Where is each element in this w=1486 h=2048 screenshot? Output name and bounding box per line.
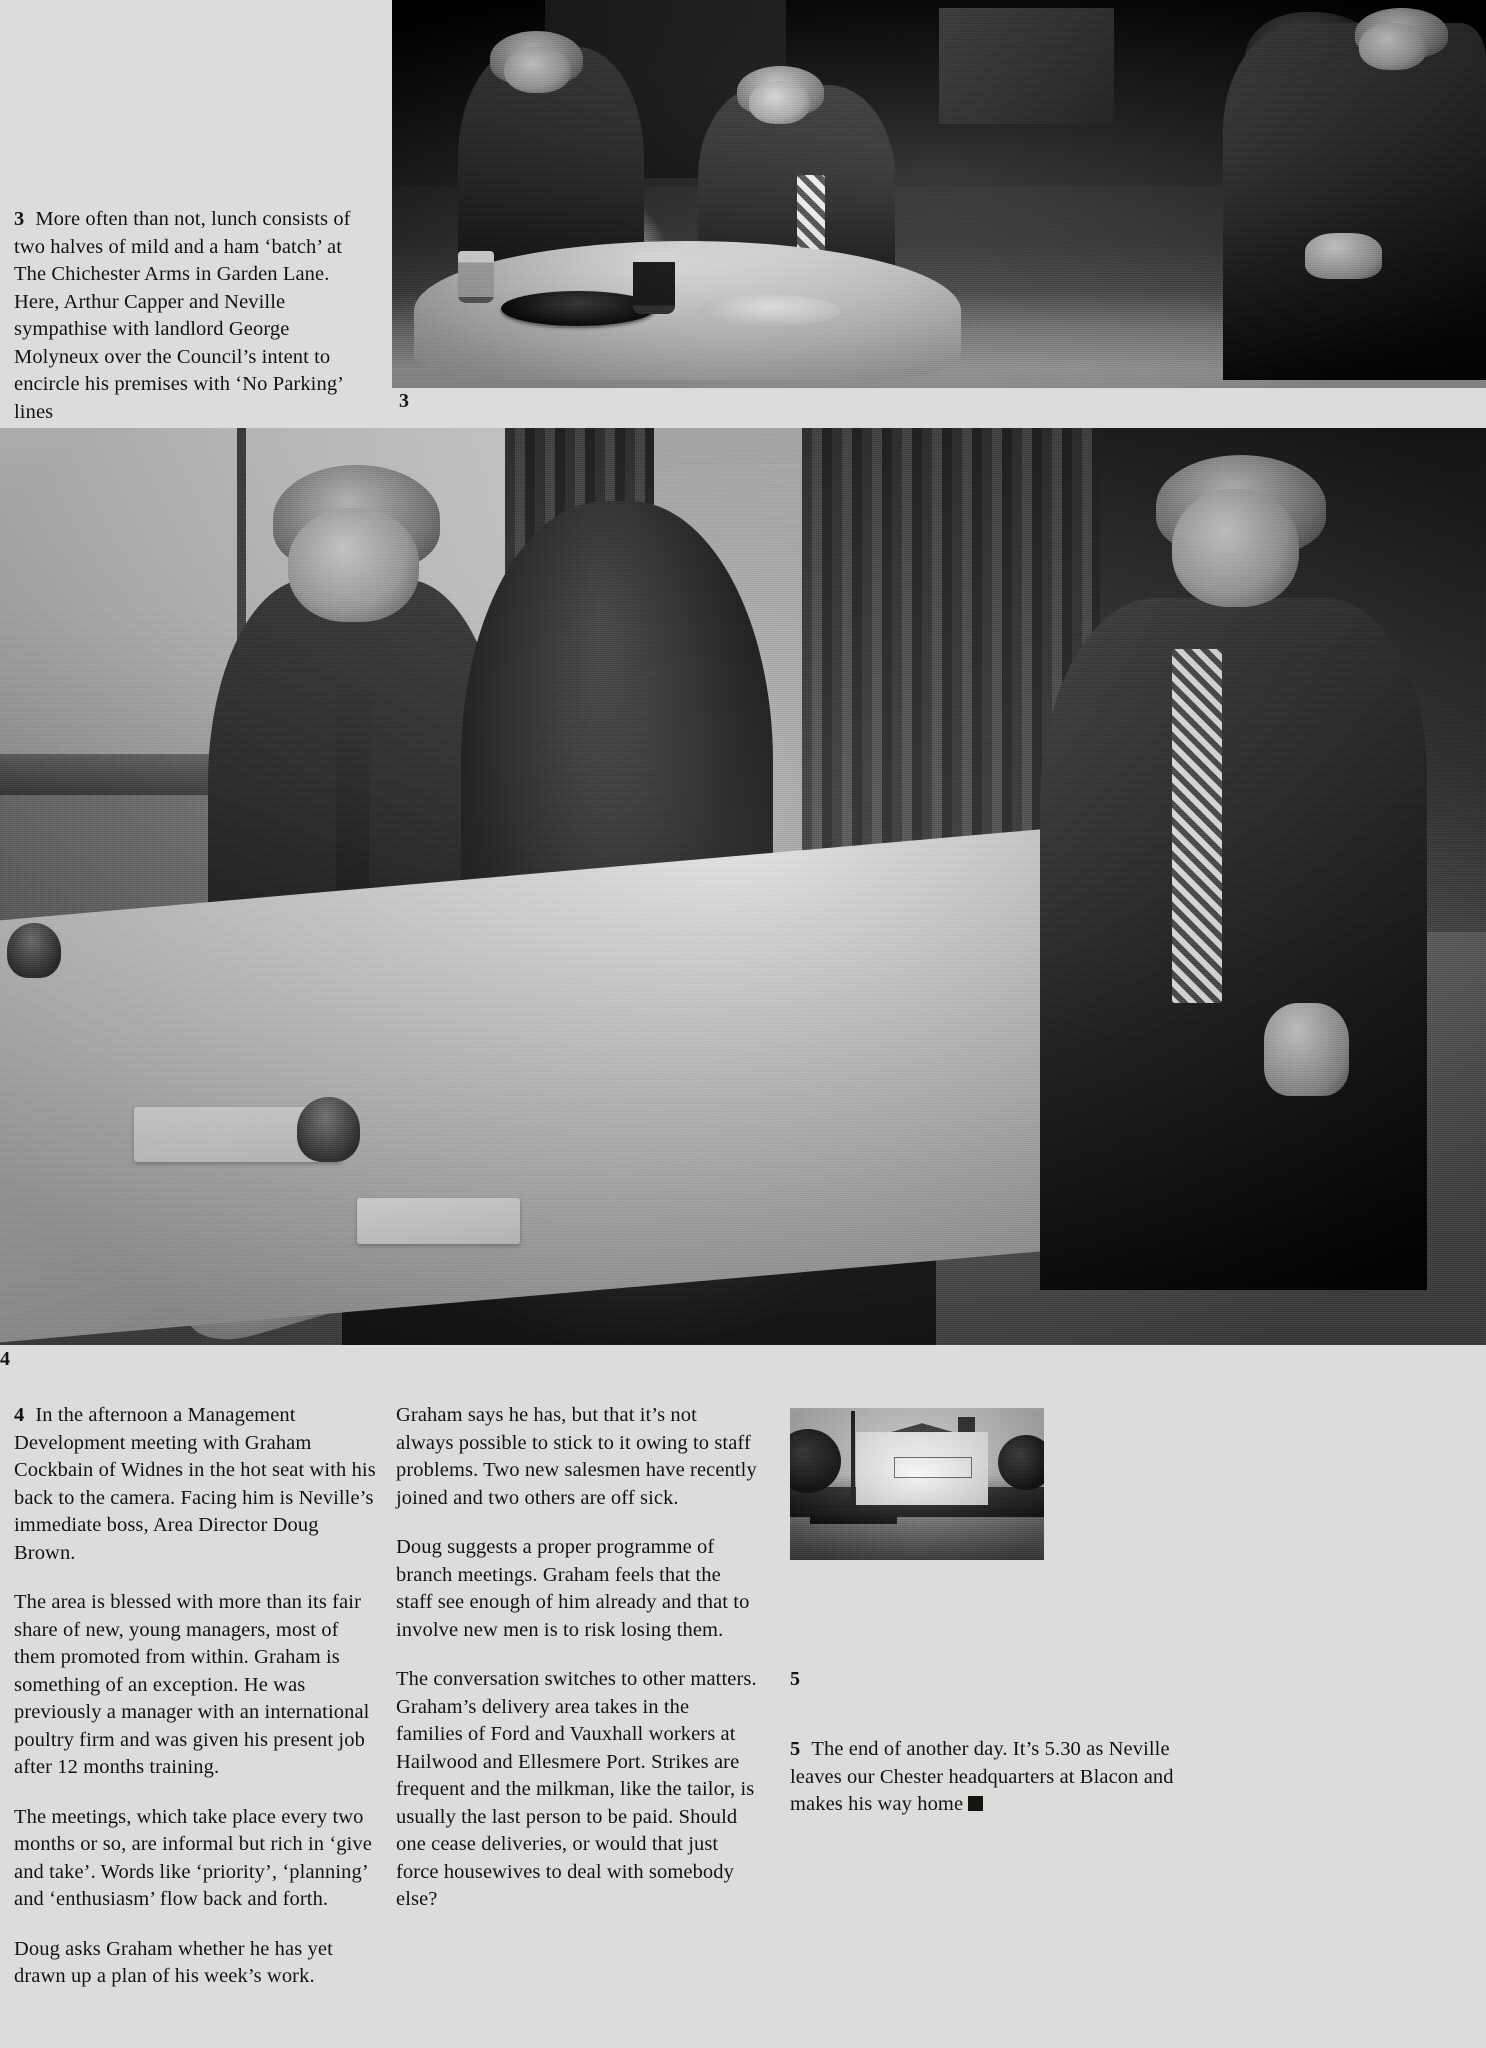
right-man-head	[1172, 489, 1299, 607]
person-doug-brown-right	[1040, 446, 1426, 1290]
person-middle-tie	[797, 175, 825, 253]
pub-ashtray	[501, 291, 654, 326]
person-right-body	[1223, 23, 1486, 380]
body-column-left	[14, 1402, 376, 1991]
photo5-tree-right	[998, 1435, 1044, 1490]
paragraph-left-1-number: 4	[14, 1404, 25, 1426]
figure-number-4: 4	[0, 1348, 10, 1370]
figure-number-5: 5	[790, 1668, 800, 1690]
pub-table	[414, 241, 961, 381]
caption-3-number: 3	[14, 208, 25, 230]
pub-plate	[698, 295, 840, 326]
right-man-hand	[1264, 1003, 1349, 1096]
caption-3-text: More often than not, lunch consists of two halves of mild and a ham ‘batch’ at The Chichester Arms in Garden Lane. Here, Arthur Capper and Neville sympathise with landlord George Molyneux over the Council’s intent to encircle his premises with ‘No Parking’ lines	[14, 208, 351, 423]
paragraph-left-4: Doug asks Graham whether he has yet drawn up a plan of his week’s work.	[14, 1937, 333, 1987]
person-right-hand	[1305, 233, 1382, 280]
right-man-suit	[1040, 598, 1426, 1290]
body-column-middle	[396, 1402, 758, 1914]
pub-glass-right	[633, 252, 675, 314]
person-left-head	[504, 47, 572, 94]
caption-figure-5	[790, 1736, 1178, 1819]
pub-window	[939, 8, 1114, 124]
pub-lunch-photo	[392, 0, 1486, 388]
caption-figure-3	[14, 206, 374, 426]
paragraph-mid-2: Doug suggests a proper programme of branch meetings. Graham feels that the staff see enough of him already and that to involve new men is to risk losing them.	[396, 1536, 750, 1641]
paragraph-mid-3: The conversation switches to other matters. Graham’s delivery area takes in the families of Ford and Vauxhall workers at Hailwood and Ellesmere Port. Strikes are frequent and the milkman, like the tailor, is usually the last person to be paid. Should one cease deliveries, or would that just force housewives to deal with somebody else?	[396, 1668, 757, 1910]
paragraph-left-1	[14, 1402, 376, 1567]
figure-number-3: 3	[399, 390, 409, 412]
end-of-article-marker	[968, 1796, 983, 1811]
dairy-house-photo	[790, 1408, 1044, 1560]
photo5-road	[790, 1524, 1044, 1560]
photo5-dairy-sign	[894, 1457, 972, 1479]
right-man-patterned-tie	[1172, 649, 1222, 1003]
table-cup	[7, 923, 60, 978]
caption-5-text: The end of another day. It’s 5.30 as Neville leaves our Chester headquarters at Blacon and makes his way home	[790, 1738, 1174, 1815]
person-middle-head	[749, 81, 810, 124]
paragraph-left-3: The meetings, which take place every two months or so, are informal but rich in ‘give and take’. Words like ‘priority’, ‘planning’ and ‘enthusiasm’ flow back and forth.	[14, 1805, 372, 1910]
paragraph-left-1-text: In the afternoon a Management Development meeting with Graham Cockbain of Widnes in the hot seat with his back to the camera. Facing him is Neville’s immediate boss, Area Director Doug Brown.	[14, 1404, 376, 1564]
management-meeting-photo	[0, 428, 1486, 1345]
paragraph-mid-1: Graham says he has, but that it’s not always possible to stick to it owing to staff problems. Two new salesmen have recently joined and two others are off sick.	[396, 1404, 757, 1509]
pub-glass-left	[458, 251, 494, 303]
left-man-head	[288, 508, 419, 622]
caption-5-number: 5	[790, 1738, 801, 1760]
person-right-head	[1359, 23, 1427, 70]
left-man-tie	[336, 694, 369, 894]
paragraph-left-2: The area is blessed with more than its fair share of new, young managers, most of them promoted from within. Graham is something of an exception. He was previously a manager with an international poultry firm and was given his present job after 12 months training.	[14, 1591, 370, 1778]
table-papers-b	[357, 1198, 520, 1244]
table-ashtray	[297, 1097, 359, 1161]
